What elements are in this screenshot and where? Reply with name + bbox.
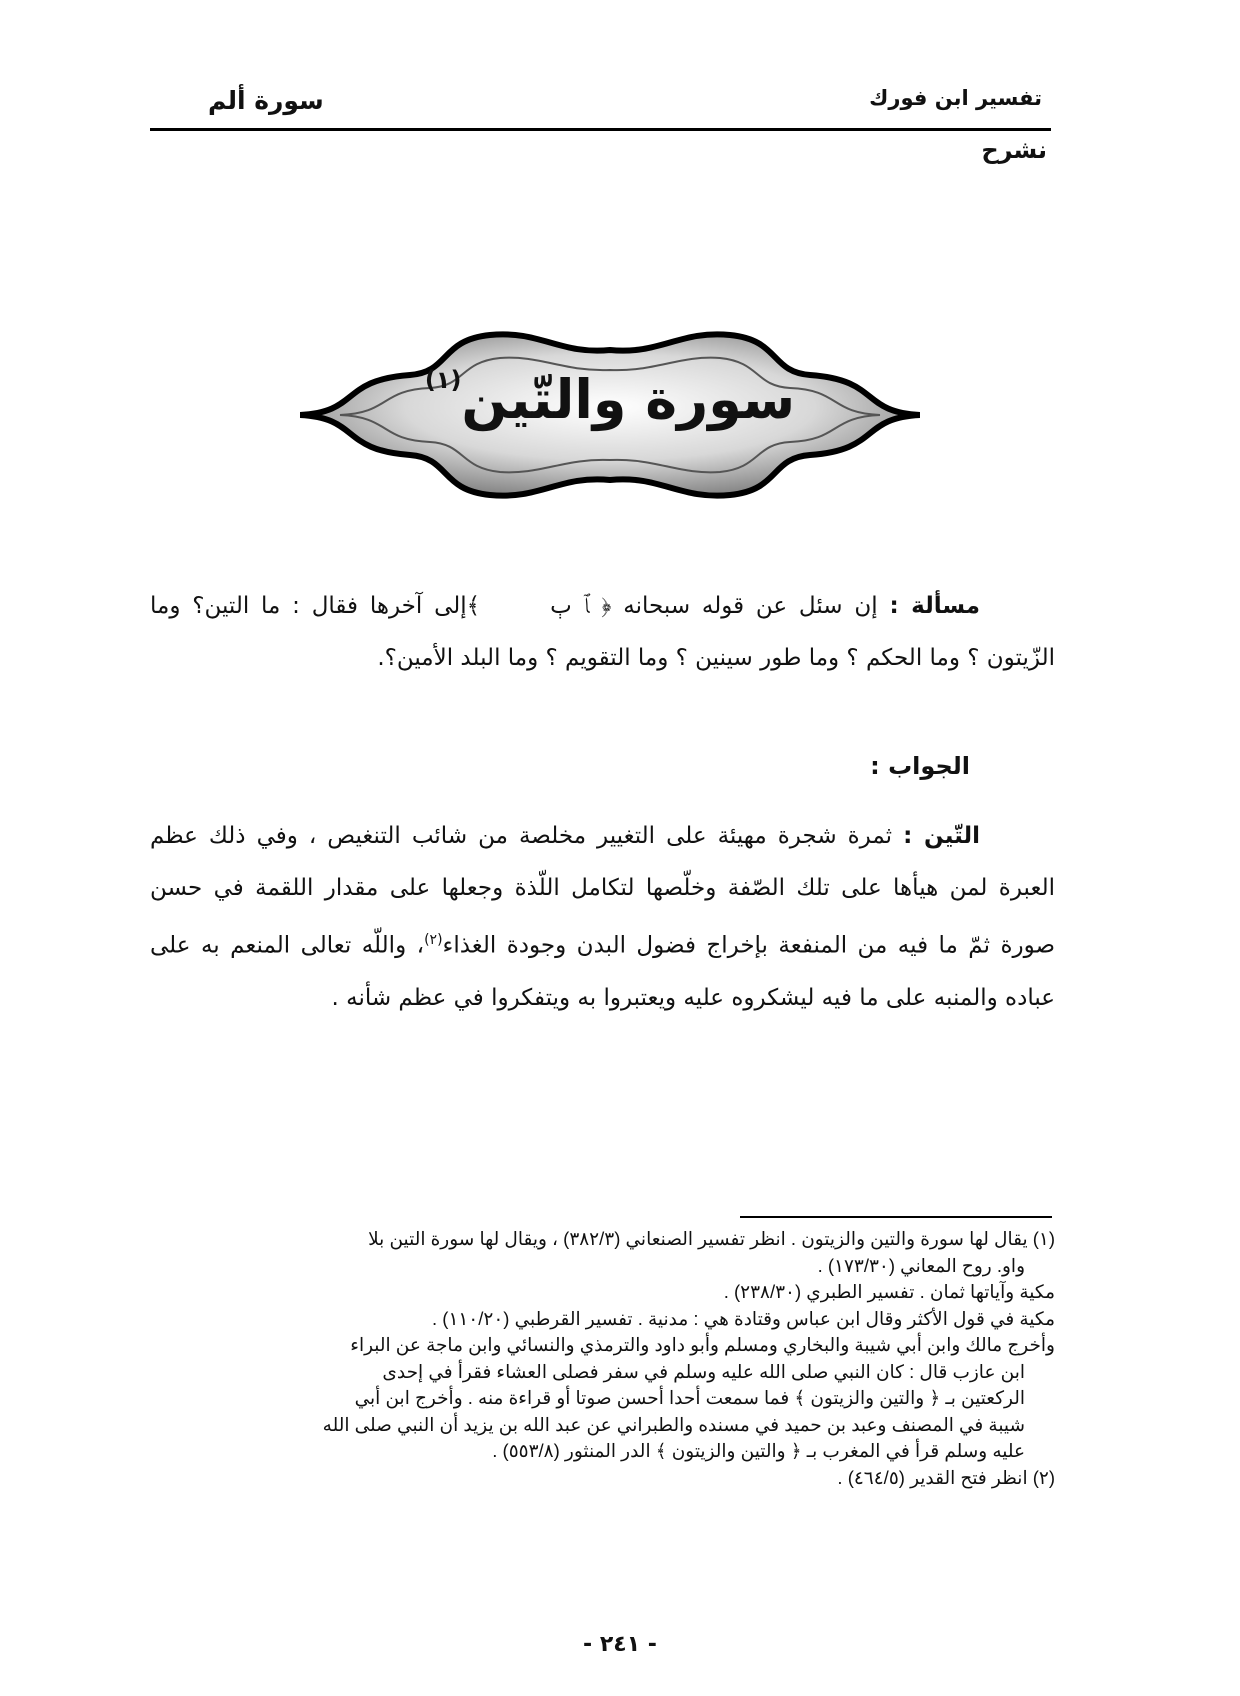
surah-banner	[300, 320, 920, 510]
answer-text-part-1: ثمرة شجرة مهيئة على التغيير مخلصة من شائب التنغيص ، وفي ذلك عظم العبرة لمن هيأها على تلك الصّفة وخلّصها لتكامل اللّذة وجعلها على مقدار اللقمة في حسن صورة ثمّ ما فيه من المنفعة بإخراج فضول البدن وجودة الغذاء	[150, 823, 1056, 959]
footnote-line: (٢) انظر فتح القدير (٤٦٤/٥) .	[837, 1466, 1055, 1488]
header-divider	[150, 128, 1051, 131]
answer-text-part-2: ، واللّه تعالى المنعم به على عباده والمنبه على ما فيه ليشكروه عليه ويعتبروا به ويتفكروا في عظم شأنه .	[150, 932, 1055, 1011]
answer-label: الجواب :	[870, 752, 970, 780]
answer-term: التّين :	[903, 823, 981, 849]
question-text-part-2: ﴾إلى آخرها فقال : ما التين؟ وما الزّيتون ؟ وما الحكم ؟ وما طور سينين ؟ وما التقويم ؟ وما البلد الأمين؟.	[150, 593, 1055, 671]
answer-paragraph	[150, 810, 1055, 1024]
footnote-line: ابن عازب قال : كان النبي صلى الله عليه وسلم في سفر فصلى العشاء فقرأ في إحدى	[382, 1360, 1025, 1382]
question-paragraph	[150, 580, 1055, 684]
footnote-line: شيبة في المصنف وعبد بن حميد في مسنده والطبراني عن عبد الله بن يزيد أن النبي صلى الله	[322, 1413, 1025, 1435]
footnote-line: وأخرج مالك وابن أبي شيبة والبخاري ومسلم وأبو داود والترمذي والنسائي وابن ماجة عن البراء	[350, 1334, 1055, 1355]
surah-name: سورة والتّين	[461, 368, 796, 431]
footnote-line: الركعتين بـ ﴿ والتين والزيتون ﴾ فما سمعت أحدا أحسن صوتا أو قراءة منه . وأخرج ابن أبي	[354, 1387, 1025, 1408]
book-title: تفسير ابن فورك	[869, 86, 1042, 110]
question-text-part-1: إن سئل عن قوله سبحانه ﴿ ﭑ ﭒ	[550, 593, 878, 619]
sub-section-title: نشرح	[981, 136, 1047, 164]
footnote-line: واو. روح المعاني (١٧٣/٣٠) .	[817, 1254, 1025, 1276]
footnotes	[150, 1226, 1055, 1491]
footnote-line: (١) يقال لها سورة والتين والزيتون . انظر تفسير الصنعاني (٣٨٢/٣) ، ويقال لها سورة التين بلا	[368, 1228, 1055, 1249]
surah-title	[300, 368, 920, 431]
footnote-line: مكية في قول الأكثر وقال ابن عباس وقتادة هي : مدنية . تفسير القرطبي (١١٠/٢٠) .	[431, 1307, 1055, 1329]
footnote-divider	[740, 1216, 1052, 1218]
surah-section-title: سورة ألم	[208, 86, 324, 115]
footnote-line: مكية وآياتها ثمان . تفسير الطبري (٢٣٨/٣٠) .	[723, 1281, 1055, 1302]
question-label: مسألة :	[889, 593, 981, 619]
footnote-line: عليه وسلم قرأ في المغرب بـ ﴿ والتين والزيتون ﴾ الدر المنثور (٥٥٣/٨) .	[492, 1440, 1025, 1461]
page-number: - ٢٤١ -	[583, 1632, 657, 1657]
footnote-marker-1: (١)	[424, 366, 462, 394]
footnote-marker-2: (٢)	[424, 932, 443, 948]
